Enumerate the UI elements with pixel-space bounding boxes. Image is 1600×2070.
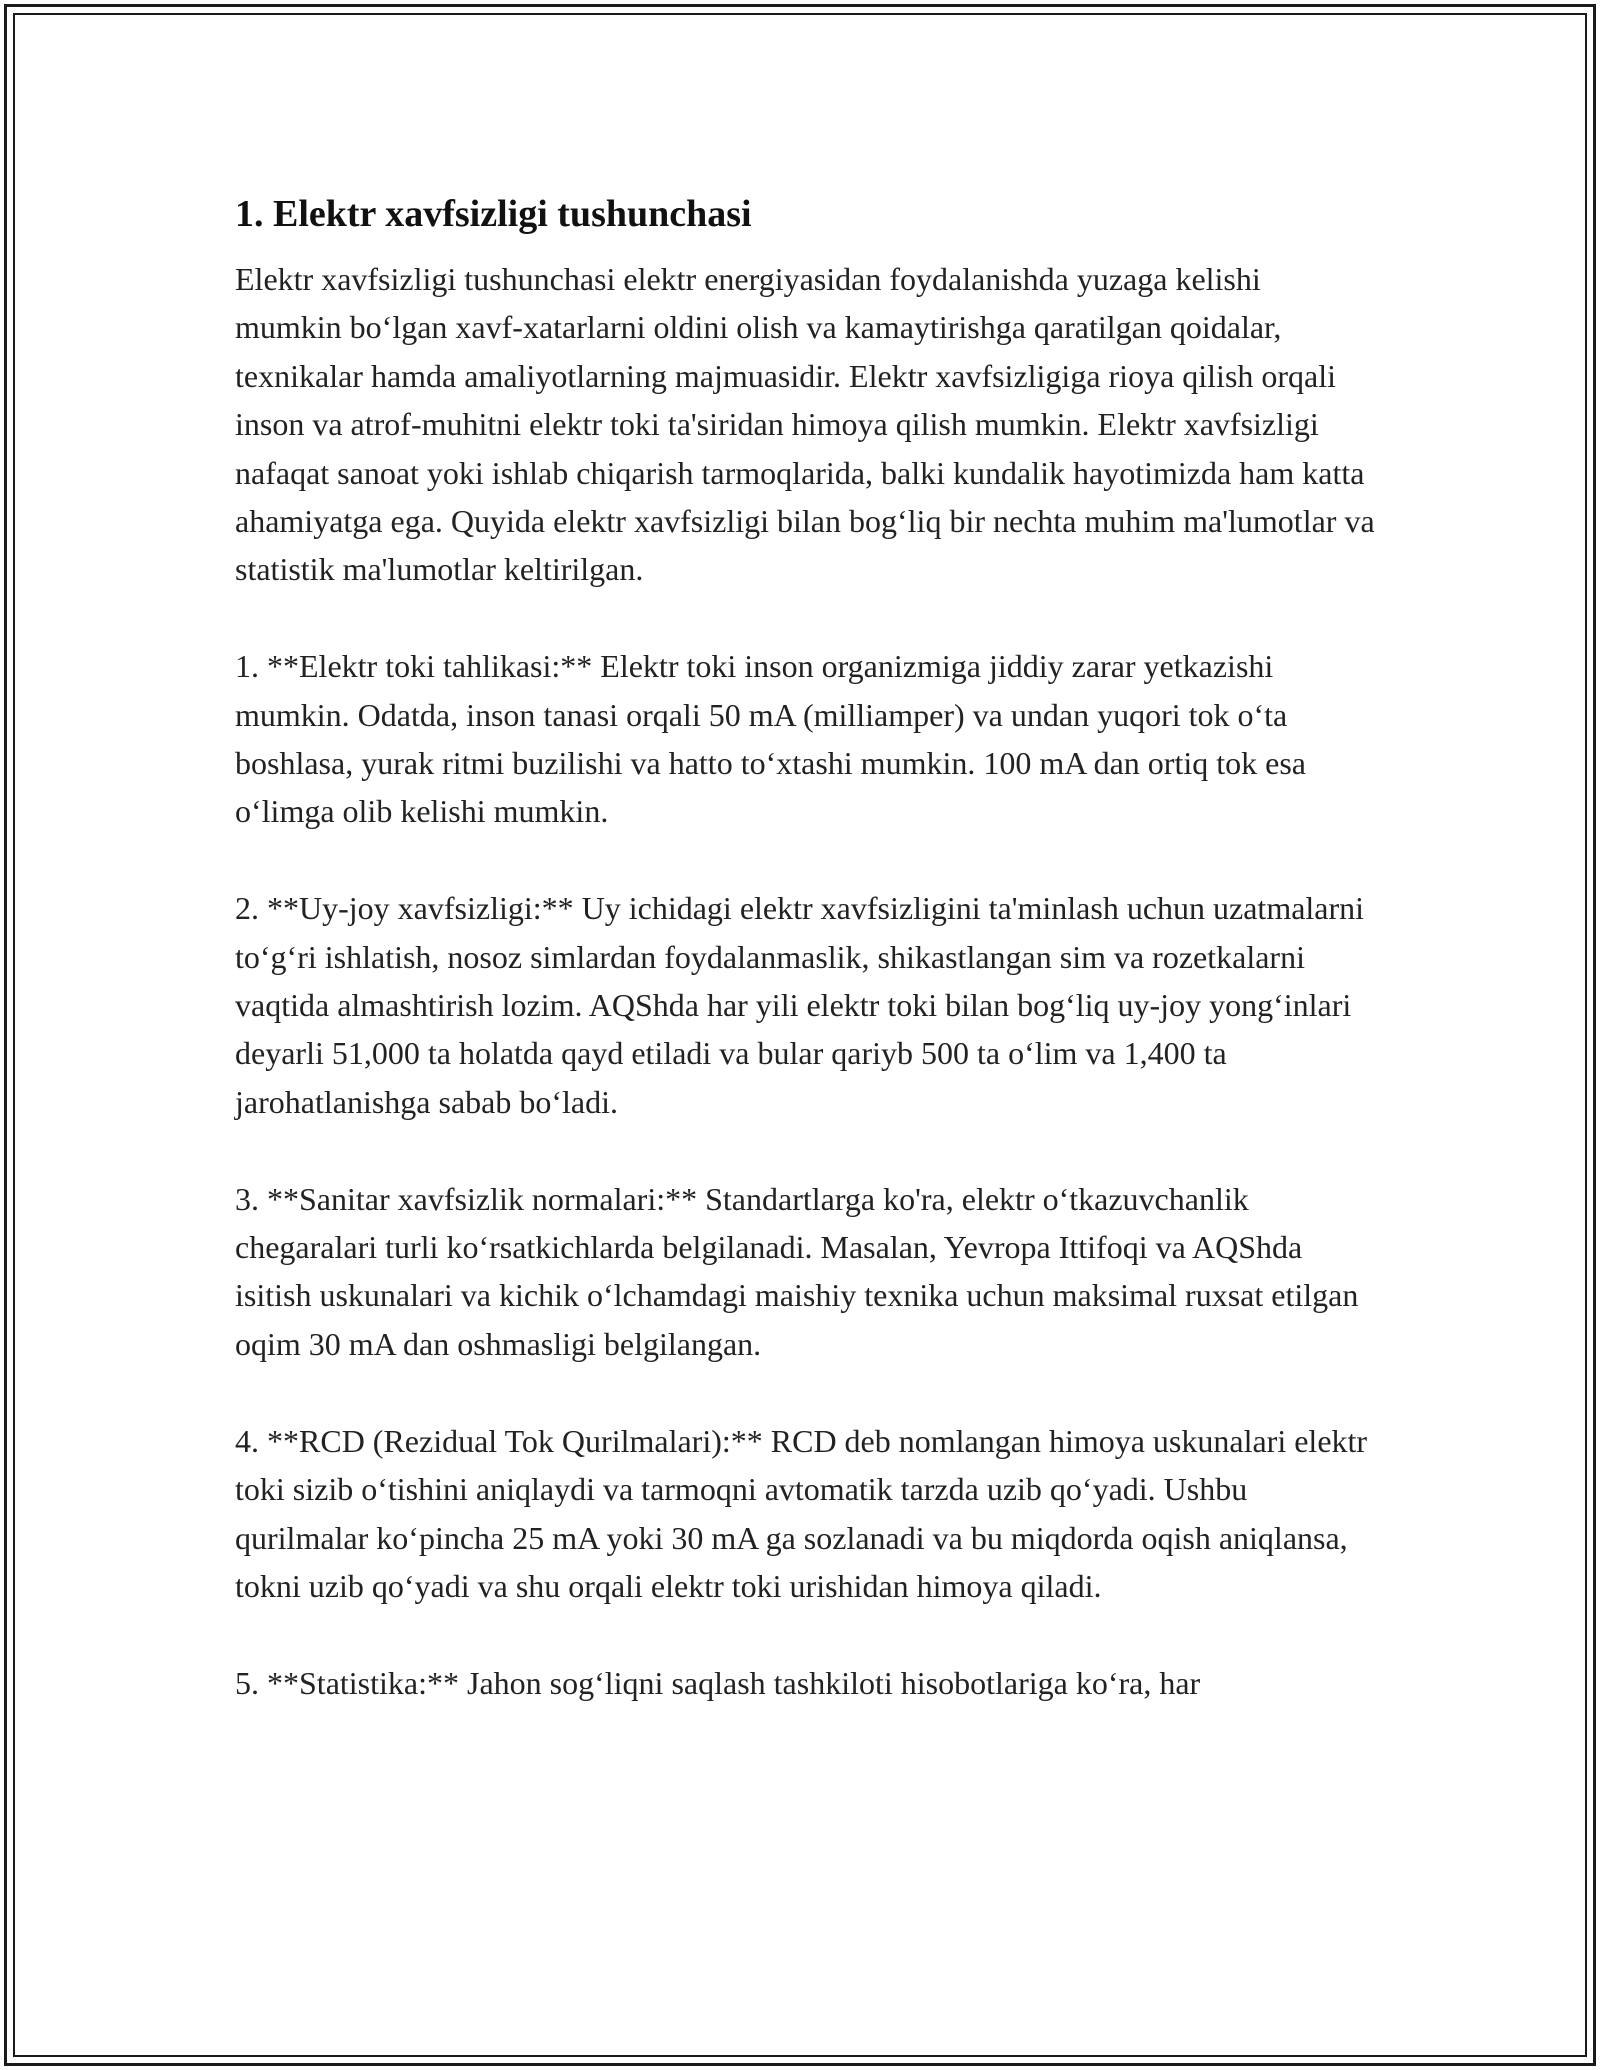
intro-paragraph: Elektr xavfsizligi tushunchasi elektr energiyasidan foydalanishda yuzaga kelishi mumkin boʻlgan xavf-xatarlarni oldini olish va kamaytirishga qaratilgan qoidalar, texnikalar hamda amaliyotlarning majmuasidir. Elektr xavfsizligiga rioya qilish orqali inson va atrof-muhitni elektr toki ta'siridan himoya qilish mumkin. Elektr xavfsizligi nafaqat sanoat yoki ishlab chiqarish tarmoqlarida, balki kundalik hayotimizda ham katta ahamiyatga ega. Quyida elektr xavfsizligi bilan bogʻliq bir nechta muhim ma'lumotlar va statistik ma'lumotlar keltirilgan. xyxy=(235,261,1375,588)
list-item: 4. **RCD (Rezidual Tok Qurilmalari):** RCD deb nomlangan himoya uskunalari elektr toki sizib oʻtishini aniqlaydi va tarmoqni avtomatik tarzda uzib qoʻyadi. Ushbu qurilmalar koʻpincha 25 mA yoki 30 mA ga sozlanadi va bu miqdorda oqish aniqlansa, tokni uzib qoʻyadi va shu orqali elektr toki urishidan himoya qiladi. xyxy=(235,1422,1368,1604)
section-title: 1. Elektr xavfsizligi tushunchasi xyxy=(235,193,752,235)
list-item: 2. **Uy-joy xavfsizligi:** Uy ichidagi elektr xavfsizligini ta'minlash uchun uzatmalarni toʻgʻri ishlatish, nosoz simlardan foydalanmaslik, shikastlangan sim va rozetkalarni vaqtida almashtirish lozim. AQShda har yili elektr toki bilan bogʻliq uy-joy yongʻinlari deyarli 51,000 ta holatda qayd etiladi va bular qariyb 500 ta oʻlim va 1,400 ta jarohatlanishga sabab boʻladi. xyxy=(235,890,1365,1120)
document-body xyxy=(235,185,1375,1707)
list-item: 5. **Statistika:** Jahon sogʻliqni saqlash tashkiloti hisobotlariga koʻra, har xyxy=(235,1664,1201,1701)
list-item: 1. **Elektr toki tahlikasi:** Elektr toki inson organizmiga jiddiy zarar yetkazishi mumkin. Odatda, inson tanasi orqali 50 mA (milliamper) va undan yuqori tok oʻta boshlasa, yurak ritmi buzilishi va hatto toʻxtashi mumkin. 100 mA dan ortiq tok esa oʻlimga olib kelishi mumkin. xyxy=(235,648,1306,830)
list-item: 3. **Sanitar xavfsizlik normalari:** Standartlarga ko'ra, elektr oʻtkazuvchanlik chegaralari turli koʻrsatkichlarda belgilanadi. Masalan, Yevropa Ittifoqi va AQShda isitish uskunalari va kichik oʻlchamdagi maishiy texnika uchun maksimal ruxsat etilgan oqim 30 mA dan oshmasligi belgilangan. xyxy=(235,1180,1359,1362)
